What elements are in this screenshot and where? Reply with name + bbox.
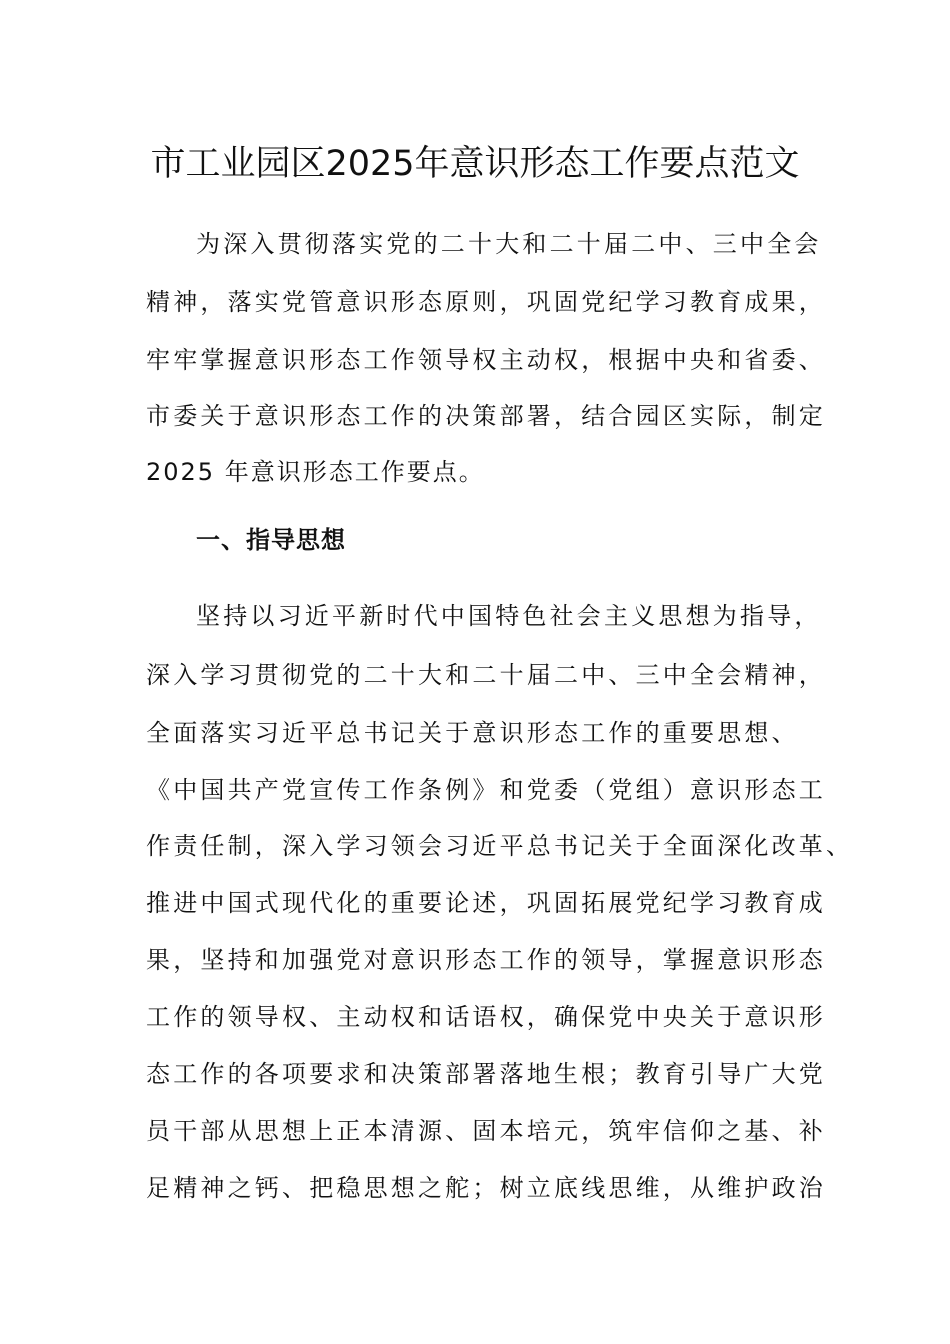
- section1-line-2: 深入学习贯彻党的二十大和二十届二中、三中全会精神，: [146, 661, 826, 689]
- section1-line-3: 全面落实习近平总书记关于意识形态工作的重要思想、: [146, 719, 799, 747]
- section1-line-10: 员干部从思想上正本清源、固本培元，筑牢信仰之基、补: [146, 1117, 826, 1145]
- intro-line-4: 市委关于意识形态工作的决策部署，结合园区实际，制定: [146, 402, 826, 430]
- section1-line-7: 果，坚持和加强党对意识形态工作的领导，掌握意识形态: [146, 946, 826, 974]
- section1-line-11: 足精神之钙、把稳思想之舵；树立底线思维，从维护政治: [146, 1174, 826, 1202]
- document-title: 市工业园区2025年意识形态工作要点范文: [150, 144, 800, 184]
- intro-line-2: 精神，落实党管意识形态原则，巩固党纪学习教育成果，: [146, 288, 826, 316]
- intro-line-3: 牢牢掌握意识形态工作领导权主动权，根据中央和省委、: [146, 346, 826, 374]
- intro-line-1: 为深入贯彻落实党的二十大和二十届二中、三中全会: [196, 230, 822, 258]
- section1-line-6: 推进中国式现代化的重要论述，巩固拓展党纪学习教育成: [146, 889, 826, 917]
- section1-line-8: 工作的领导权、主动权和话语权，确保党中央关于意识形: [146, 1003, 826, 1031]
- section1-line-1: 坚持以习近平新时代中国特色社会主义思想为指导，: [196, 602, 822, 630]
- section1-line-4: 《中国共产党宣传工作条例》和党委（党组）意识形态工: [146, 776, 826, 804]
- intro-line-5: 2025 年意识形态工作要点。: [146, 458, 485, 486]
- section1-line-5: 作责任制，深入学习领会习近平总书记关于全面深化改革、: [146, 832, 854, 860]
- section1-line-9: 态工作的各项要求和决策部署落地生根；教育引导广大党: [146, 1060, 826, 1088]
- section-heading-guiding-ideology: 一、指导思想: [196, 526, 346, 554]
